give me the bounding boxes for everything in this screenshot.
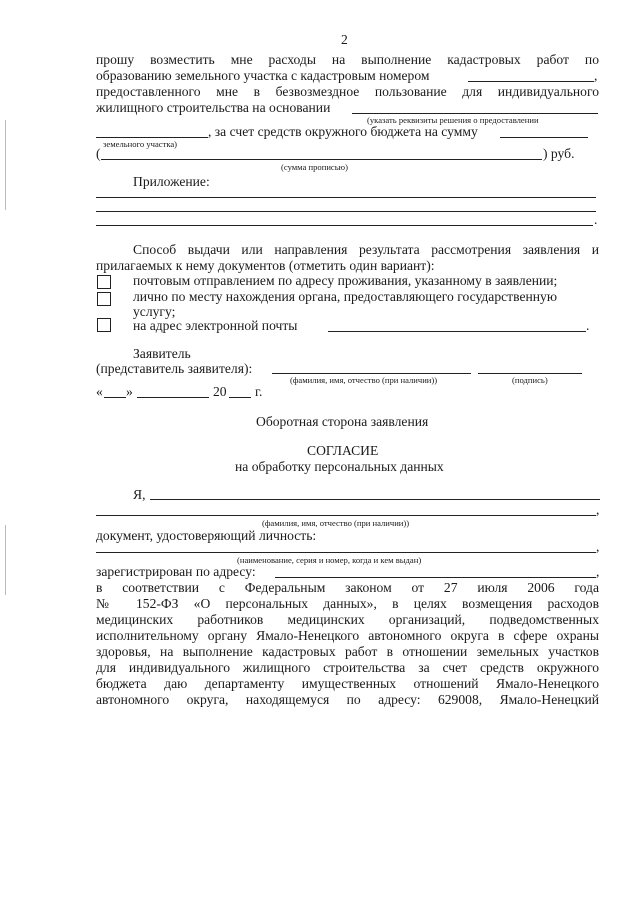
- cadastral-number-field[interactable]: [468, 81, 594, 82]
- decision-details-field[interactable]: [352, 113, 598, 114]
- date-day-field[interactable]: [104, 397, 126, 398]
- amount-field[interactable]: [500, 137, 588, 138]
- attachment-line[interactable]: [96, 211, 596, 212]
- delivery-option-label-cont: услугу;: [133, 304, 176, 319]
- consent-body-line: автономного округа, находящемуся по адресу: 629008, Ямало-Ненецкий: [96, 692, 599, 707]
- email-end-dot: .: [586, 318, 590, 333]
- amount-close: ) руб.: [543, 146, 575, 161]
- applicant-label: Заявитель: [133, 346, 191, 361]
- document-field[interactable]: [96, 552, 596, 553]
- address-field[interactable]: [275, 577, 596, 578]
- date-year-suffix: г.: [255, 384, 263, 399]
- consent-name-field-cont[interactable]: [96, 515, 596, 516]
- request-line-1: прошу возместить мне расходы на выполнение кадастровых работ по: [96, 52, 599, 67]
- hint-consent-name: (фамилия, имя, отчество (при наличии)): [262, 518, 410, 528]
- date-month-field[interactable]: [137, 397, 209, 398]
- page-number: 2: [341, 32, 348, 47]
- consent-body-line: № 152-ФЗ «О персональных данных», в целях возмещения расходов: [96, 596, 599, 611]
- registered-label: зарегистрирован по адресу:: [96, 564, 256, 579]
- delivery-option-label: почтовым отправлением по адресу проживания, указанному в заявлении;: [133, 273, 558, 288]
- delivery-line-1: Способ выдачи или направления результата рассмотрения заявления и: [133, 242, 599, 257]
- applicant-name-field[interactable]: [272, 373, 471, 374]
- request-line-4: жилищного строительства на основании: [96, 100, 331, 115]
- consent-body-line: здоровья, на выполнение кадастровых работ в отношении земельных участков: [96, 644, 599, 659]
- delivery-option-label: на адрес электронной почты: [133, 318, 298, 333]
- address-comma: ,: [596, 564, 600, 579]
- delivery-option-label: лично по месту нахождения органа, предоставляющего государственную: [133, 289, 557, 304]
- request-line-2-comma: ,: [594, 68, 598, 83]
- consent-i-label: Я,: [133, 487, 146, 502]
- applicant-signature-field[interactable]: [478, 373, 582, 374]
- consent-body-line: бюджета даю департаменту имущественных отношений Ямало-Ненецкого: [96, 676, 599, 691]
- hint-decision-2: земельного участка): [103, 139, 178, 149]
- delivery-option-checkbox[interactable]: [97, 292, 111, 306]
- consent-body-line: для индивидуального жилищного строительства за счет средств окружного: [96, 660, 599, 675]
- consent-body-line: в соответствии с Федеральным законом от 27 июля 2006 года: [96, 580, 599, 595]
- date-year-field[interactable]: [229, 397, 251, 398]
- consent-title: СОГЛАСИЕ: [307, 443, 379, 458]
- hint-decision-1: (указать реквизиты решения о предоставлении: [367, 115, 539, 125]
- date-close-quote: »: [126, 384, 133, 399]
- delivery-option-checkbox[interactable]: [97, 318, 111, 332]
- scan-edge-mark: [5, 120, 6, 210]
- hint-applicant-name: (фамилия, имя, отчество (при наличии)): [290, 375, 438, 385]
- amount-in-words-field[interactable]: [101, 159, 542, 160]
- hint-document: (наименование, серия и номер, когда и кем выдан): [237, 555, 422, 565]
- decision-details-field-cont[interactable]: [96, 137, 208, 138]
- applicant-rep-label: (представитель заявителя):: [96, 361, 253, 376]
- consent-body-line: медицинских работников медицинских организаций, подведомственных: [96, 612, 599, 627]
- scan-edge-mark: [5, 525, 6, 595]
- consent-name-comma: ,: [596, 502, 600, 517]
- consent-name-field[interactable]: [150, 499, 600, 500]
- request-line-2: образованию земельного участка с кадастровым номером: [96, 68, 430, 83]
- attachment-line[interactable]: [96, 225, 593, 226]
- delivery-line-2: прилагаемых к нему документов (отметить один вариант):: [96, 258, 435, 273]
- reverse-side-title: Оборотная сторона заявления: [256, 414, 429, 429]
- attachment-end-dot: .: [594, 212, 598, 227]
- date-year-prefix: 20: [213, 384, 227, 399]
- delivery-option-checkbox[interactable]: [97, 275, 111, 289]
- date-open-quote: «: [96, 384, 103, 399]
- attachment-label: Приложение:: [133, 174, 210, 189]
- hint-applicant-signature: (подпись): [512, 375, 548, 385]
- consent-subtitle: на обработку персональных данных: [235, 459, 444, 474]
- request-line-5: , за счет средств окружного бюджета на сумму: [208, 124, 478, 139]
- email-field[interactable]: [328, 331, 586, 332]
- hint-amount: (сумма прописью): [281, 162, 348, 172]
- consent-body-line: исполнительному органу Ямало-Ненецкого автономного округа в сфере охраны: [96, 628, 599, 643]
- attachment-line[interactable]: [96, 197, 596, 198]
- request-line-3: предоставленного мне в безвозмездное пользование для индивидуального: [96, 84, 599, 99]
- document-label: документ, удостоверяющий личность:: [96, 528, 317, 543]
- document-comma: ,: [596, 539, 600, 554]
- amount-open-paren: (: [96, 146, 101, 161]
